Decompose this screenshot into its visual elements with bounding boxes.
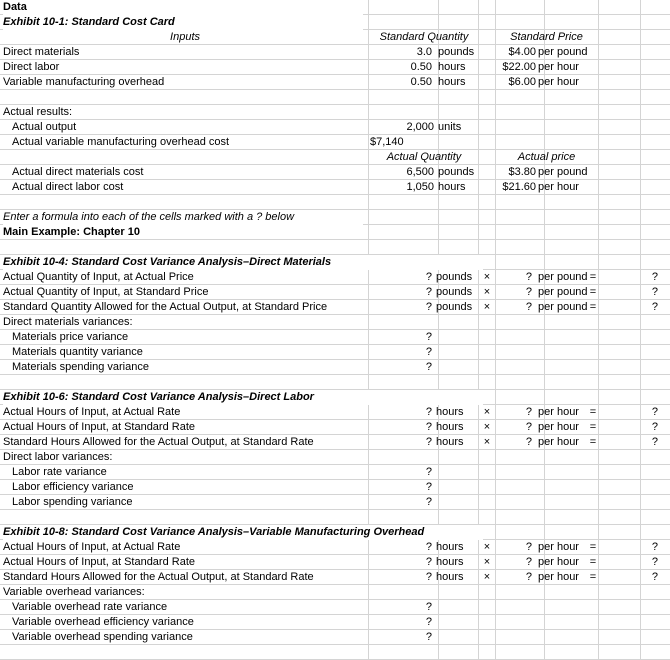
variances-label: Direct materials variances:: [3, 316, 133, 328]
standard-price-value[interactable]: $22.00: [502, 61, 536, 73]
actual-dm-qty-unit: pounds: [438, 166, 475, 178]
variance-formula-cell[interactable]: ?: [425, 481, 432, 493]
price-unit: per pound: [538, 271, 588, 283]
quantity-formula-cell[interactable]: ?: [425, 421, 432, 433]
actual-dm-price-unit: per pound: [538, 166, 588, 178]
variance-label: Labor efficiency variance: [12, 481, 134, 493]
quantity-formula-cell[interactable]: ?: [425, 571, 432, 583]
price-formula-cell[interactable]: ?: [525, 286, 532, 298]
card-title: Exhibit 10-1: Standard Cost Card: [3, 15, 363, 30]
actual-dl-qty[interactable]: 1,050: [406, 181, 434, 193]
card-row-label: Direct materials: [3, 46, 80, 58]
standard-quantity-unit: hours: [438, 61, 466, 73]
actual-dl-price-unit: per hour: [538, 181, 579, 193]
exhibit-title: Exhibit 10-6: Standard Cost Variance Analysis–Direct Labor: [3, 390, 483, 405]
standard-quantity-unit: pounds: [438, 46, 475, 58]
price-formula-cell[interactable]: ?: [525, 421, 532, 433]
grid-column-line: [640, 0, 641, 660]
actual-dm-qty[interactable]: 6,500: [406, 166, 434, 178]
variance-label: Labor rate variance: [12, 466, 107, 478]
variance-label: Materials price variance: [12, 331, 129, 343]
price-unit: per pound: [538, 301, 588, 313]
variance-formula-cell[interactable]: ?: [425, 331, 432, 343]
total-formula-cell[interactable]: ?: [651, 541, 658, 553]
total-formula-cell[interactable]: ?: [651, 571, 658, 583]
standard-price-value[interactable]: $4.00: [508, 46, 536, 58]
actual-dl-price[interactable]: $21.60: [502, 181, 536, 193]
variance-formula-cell[interactable]: ?: [425, 601, 432, 613]
grid-column-line: [368, 0, 369, 660]
quantity-unit: hours: [436, 421, 464, 433]
actual-output-value[interactable]: 2,000: [406, 121, 434, 133]
main-example-heading: Main Example: Chapter 10: [3, 226, 140, 238]
price-formula-cell[interactable]: ?: [525, 271, 532, 283]
variance-label: Variable overhead spending variance: [12, 631, 193, 643]
quantity-formula-cell[interactable]: ?: [425, 556, 432, 568]
standard-price-unit: per hour: [538, 61, 579, 73]
equals-sign: =: [589, 541, 597, 553]
quantity-unit: pounds: [436, 271, 473, 283]
multiply-sign: ×: [483, 301, 491, 313]
actual-results-label: Actual results:: [3, 106, 73, 118]
exhibit-row-label: Standard Hours Allowed for the Actual Output, at Standard Rate: [3, 571, 314, 583]
multiply-sign: ×: [483, 541, 491, 553]
multiply-sign: ×: [483, 271, 491, 283]
actual-output-unit: units: [438, 121, 462, 133]
price-unit: per hour: [538, 541, 579, 553]
variance-formula-cell[interactable]: ?: [425, 616, 432, 628]
quantity-formula-cell[interactable]: ?: [425, 541, 432, 553]
actual-dm-label: Actual direct materials cost: [12, 166, 144, 178]
equals-sign: =: [589, 271, 597, 283]
exhibit-row-label: Actual Quantity of Input, at Standard Price: [3, 286, 209, 298]
total-formula-cell[interactable]: ?: [651, 271, 658, 283]
total-formula-cell[interactable]: ?: [651, 421, 658, 433]
equals-sign: =: [589, 436, 597, 448]
actual-dl-qty-unit: hours: [438, 181, 466, 193]
actual-voh-label: Actual variable manufacturing overhead cost: [12, 136, 230, 148]
quantity-formula-cell[interactable]: ?: [425, 301, 432, 313]
standard-quantity-unit: hours: [438, 76, 466, 88]
variance-label: Variable overhead rate variance: [12, 601, 168, 613]
multiply-sign: ×: [483, 556, 491, 568]
card-row-label: Variable manufacturing overhead: [3, 76, 165, 88]
price-unit: per hour: [538, 571, 579, 583]
price-formula-cell[interactable]: ?: [525, 301, 532, 313]
quantity-unit: hours: [436, 556, 464, 568]
variance-formula-cell[interactable]: ?: [425, 496, 432, 508]
variance-formula-cell[interactable]: ?: [425, 631, 432, 643]
grid-column-line: [495, 0, 496, 660]
quantity-unit: hours: [436, 541, 464, 553]
standard-quantity-value[interactable]: 0.50: [410, 76, 432, 88]
variances-label: Direct labor variances:: [3, 451, 113, 463]
price-unit: per pound: [538, 286, 588, 298]
variance-label: Labor spending variance: [12, 496, 133, 508]
variance-label: Variable overhead efficiency variance: [12, 616, 194, 628]
price-unit: per hour: [538, 556, 579, 568]
equals-sign: =: [589, 406, 597, 418]
variance-label: Materials quantity variance: [12, 346, 143, 358]
price-formula-cell[interactable]: ?: [525, 571, 532, 583]
variance-formula-cell[interactable]: ?: [425, 361, 432, 373]
quantity-formula-cell[interactable]: ?: [425, 271, 432, 283]
standard-price-unit: per hour: [538, 76, 579, 88]
price-unit: per hour: [538, 406, 579, 418]
total-formula-cell[interactable]: ?: [651, 406, 658, 418]
grid-column-line: [478, 0, 479, 660]
actual-price-header: Actual price: [517, 151, 576, 163]
price-formula-cell[interactable]: ?: [525, 556, 532, 568]
card-row-label: Direct labor: [3, 61, 60, 73]
exhibit-row-label: Actual Hours of Input, at Standard Rate: [3, 556, 196, 568]
variance-formula-cell[interactable]: ?: [425, 346, 432, 358]
total-formula-cell[interactable]: ?: [651, 436, 658, 448]
actual-output-label: Actual output: [12, 121, 77, 133]
quantity-unit: pounds: [436, 286, 473, 298]
exhibit-row-label: Actual Hours of Input, at Actual Rate: [3, 541, 181, 553]
multiply-sign: ×: [483, 421, 491, 433]
actual-dl-label: Actual direct labor cost: [12, 181, 124, 193]
price-formula-cell[interactable]: ?: [525, 541, 532, 553]
total-formula-cell[interactable]: ?: [651, 301, 658, 313]
actual-voh-value[interactable]: $7,140: [370, 136, 404, 148]
sheet-title: Data: [3, 0, 363, 15]
quantity-unit: hours: [436, 436, 464, 448]
equals-sign: =: [589, 556, 597, 568]
multiply-sign: ×: [483, 436, 491, 448]
total-formula-cell[interactable]: ?: [651, 556, 658, 568]
exhibit-row-label: Standard Hours Allowed for the Actual Output, at Standard Rate: [3, 436, 314, 448]
price-formula-cell[interactable]: ?: [525, 406, 532, 418]
price-unit: per hour: [538, 436, 579, 448]
multiply-sign: ×: [483, 286, 491, 298]
variances-label: Variable overhead variances:: [3, 586, 145, 598]
inputs-label: Inputs: [170, 31, 200, 43]
multiply-sign: ×: [483, 571, 491, 583]
equals-sign: =: [589, 421, 597, 433]
quantity-unit: pounds: [436, 301, 473, 313]
standard-price-unit: per pound: [538, 46, 588, 58]
variance-label: Materials spending variance: [12, 361, 149, 373]
quantity-unit: hours: [436, 406, 464, 418]
actual-dm-price[interactable]: $3.80: [508, 166, 536, 178]
exhibit-row-label: Actual Hours of Input, at Standard Rate: [3, 421, 196, 433]
exhibit-row-label: Standard Quantity Allowed for the Actual Output, at Standard Price: [3, 301, 328, 313]
variance-formula-cell[interactable]: ?: [425, 466, 432, 478]
standard-quantity-value[interactable]: 3.0: [416, 46, 432, 58]
total-formula-cell[interactable]: ?: [651, 286, 658, 298]
price-unit: per hour: [538, 421, 579, 433]
equals-sign: =: [589, 286, 597, 298]
exhibit-row-label: Actual Quantity of Input, at Actual Price: [3, 271, 194, 283]
quantity-formula-cell[interactable]: ?: [425, 406, 432, 418]
multiply-sign: ×: [483, 406, 491, 418]
standard-quantity-value[interactable]: 0.50: [410, 61, 432, 73]
instruction-note: Enter a formula into each of the cells marked with a ? below: [3, 210, 363, 225]
standard-quantity-header: Standard Quantity: [379, 31, 469, 43]
equals-sign: =: [589, 301, 597, 313]
quantity-unit: hours: [436, 571, 464, 583]
actual-quantity-header: Actual Quantity: [386, 151, 462, 163]
standard-price-header: Standard Price: [510, 31, 583, 43]
equals-sign: =: [589, 571, 597, 583]
quantity-formula-cell[interactable]: ?: [425, 286, 432, 298]
exhibit-title: Exhibit 10-8: Standard Cost Variance Analysis–Variable Manufacturing Overhead: [3, 525, 483, 540]
grid-column-line: [598, 0, 599, 660]
exhibit-row-label: Actual Hours of Input, at Actual Rate: [3, 406, 181, 418]
exhibit-title: Exhibit 10-4: Standard Cost Variance Analysis–Direct Materials: [3, 255, 483, 270]
quantity-formula-cell[interactable]: ?: [425, 436, 432, 448]
price-formula-cell[interactable]: ?: [525, 436, 532, 448]
standard-price-value[interactable]: $6.00: [508, 76, 536, 88]
